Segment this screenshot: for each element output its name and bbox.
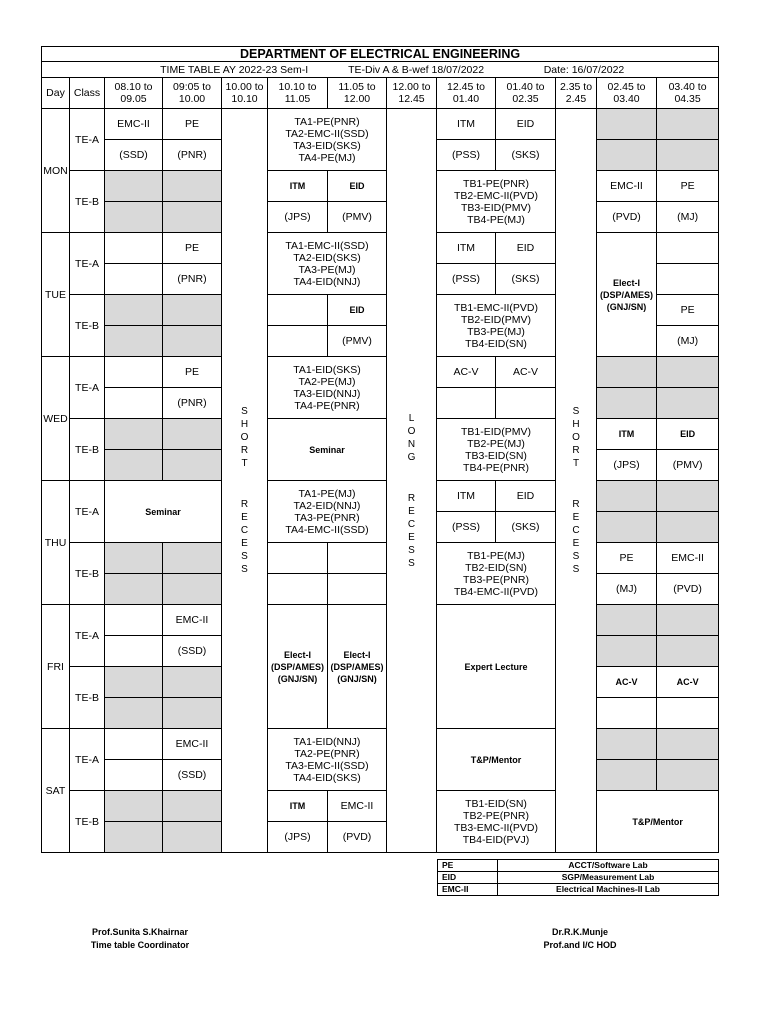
- empty-cell: [657, 605, 719, 636]
- timetable-cell: (PMV): [328, 202, 387, 233]
- legend-lab: ACCT/Software Lab: [498, 860, 719, 872]
- timetable-cell: EMC-II: [597, 171, 657, 202]
- coordinator-name: Prof.Sunita S.Khairnar: [91, 927, 189, 937]
- class-label: TE-B: [70, 295, 105, 357]
- timetable-cell: AC-V: [496, 357, 556, 388]
- empty-cell: [105, 326, 163, 357]
- day-label-thu: THU: [42, 481, 70, 605]
- col-header-slot-5: 11.05 to 12.00: [328, 78, 387, 109]
- timetable-subtitle: [42, 62, 719, 78]
- seminar-cell: Seminar: [105, 481, 222, 543]
- timetable-cell: EID: [657, 419, 719, 450]
- empty-cell: [597, 109, 657, 140]
- lab-batch-cell: TB1-EID(PMV) TB2-PE(MJ) TB3-EID(SN) TB4-PE(PNR): [437, 419, 556, 481]
- col-header-slot-6: 12.00 to 12.45: [387, 78, 437, 109]
- col-header-slot-9: 2.35 to 2.45: [556, 78, 597, 109]
- empty-cell: [597, 729, 657, 760]
- empty-cell: [268, 543, 328, 574]
- long-recess-text: L O N G: [407, 412, 416, 463]
- day-label-sat: SAT: [42, 729, 70, 853]
- empty-cell: [105, 729, 163, 760]
- empty-cell: [163, 698, 222, 729]
- empty-cell: [657, 109, 719, 140]
- timetable-cell: (PVD): [597, 202, 657, 233]
- class-label: TE-B: [70, 419, 105, 481]
- day-label-fri: FRI: [42, 605, 70, 729]
- timetable-cell: EMC-II: [657, 543, 719, 574]
- timetable-cell: ITM: [268, 171, 328, 202]
- lab-batch-cell: TA1-PE(PNR) TA2-EMC-II(SSD) TA3-EID(SKS) TA4-PE(MJ): [268, 109, 387, 171]
- empty-cell: [105, 667, 163, 698]
- empty-cell: [163, 574, 222, 605]
- empty-cell: [657, 636, 719, 667]
- timetable-cell: EID: [328, 171, 387, 202]
- empty-cell: [657, 388, 719, 419]
- timetable-cell: ITM: [268, 791, 328, 822]
- class-label: TE-B: [70, 791, 105, 853]
- empty-cell: [163, 326, 222, 357]
- empty-cell: [657, 357, 719, 388]
- timetable-cell: ITM: [437, 481, 496, 512]
- legend-code: PE: [438, 860, 498, 872]
- empty-cell: [163, 791, 222, 822]
- empty-cell: [105, 543, 163, 574]
- legend-code: EMC-II: [438, 884, 498, 896]
- empty-cell: [657, 264, 719, 295]
- short-recess-text: S H O R T: [572, 406, 580, 469]
- timetable-cell: (PMV): [657, 450, 719, 481]
- empty-cell: [105, 419, 163, 450]
- empty-cell: [597, 357, 657, 388]
- empty-cell: [105, 450, 163, 481]
- lab-batch-cell: TA1-EID(NNJ) TA2-PE(PNR) TA3-EMC-II(SSD) TA4-EID(SKS): [268, 729, 387, 791]
- issue-date: Date: 16/07/2022: [543, 63, 625, 76]
- col-header-slot-7: 12.45 to 01.40: [437, 78, 496, 109]
- empty-cell: [105, 760, 163, 791]
- timetable-cell: PE: [597, 543, 657, 574]
- empty-cell: [268, 574, 328, 605]
- empty-cell: [597, 388, 657, 419]
- timetable-cell: EMC-II: [163, 605, 222, 636]
- empty-cell: [105, 357, 163, 388]
- short-recess-text: S H O R T: [240, 406, 249, 469]
- class-label: TE-A: [70, 233, 105, 295]
- timetable-cell: EID: [496, 481, 556, 512]
- timetable-cell: PE: [657, 295, 719, 326]
- empty-cell: [597, 605, 657, 636]
- timetable-cell: (MJ): [657, 202, 719, 233]
- timetable-cell: (JPS): [597, 450, 657, 481]
- timetable-cell: EMC-II: [328, 791, 387, 822]
- col-header-slot-3: 10.00 to 10.10: [222, 78, 268, 109]
- timetable-cell: (PMV): [328, 326, 387, 357]
- empty-cell: [597, 698, 657, 729]
- timetable-cell: (PVD): [657, 574, 719, 605]
- empty-cell: [657, 481, 719, 512]
- elective-cell: Elect-I (DSP/AMES) (GNJ/SN): [597, 233, 657, 357]
- lab-batch-cell: TB1-EID(SN) TB2-PE(PNR) TB3-EMC-II(PVD) TB4-EID(PVJ): [437, 791, 556, 853]
- empty-cell: [657, 140, 719, 171]
- legend-lab: SGP/Measurement Lab: [498, 872, 719, 884]
- class-label: TE-A: [70, 481, 105, 543]
- empty-cell: [328, 543, 387, 574]
- day-label-wed: WED: [42, 357, 70, 481]
- empty-cell: [268, 295, 328, 326]
- day-label-tue: TUE: [42, 233, 70, 357]
- lab-legend: [437, 859, 719, 896]
- empty-cell: [105, 636, 163, 667]
- timetable-cell: EMC-II: [105, 109, 163, 140]
- timetable-cell: (PSS): [437, 264, 496, 295]
- lab-batch-cell: TB1-PE(MJ) TB2-EID(SN) TB3-PE(PNR) TB4-EMC-II(PVD): [437, 543, 556, 605]
- timetable-cell: (PSS): [437, 512, 496, 543]
- recess-text: R E C E S S: [407, 492, 416, 569]
- legend-lab: Electrical Machines-II Lab: [498, 884, 719, 896]
- empty-cell: [105, 605, 163, 636]
- expert-lecture-cell: Expert Lecture: [437, 605, 556, 729]
- empty-cell: [105, 388, 163, 419]
- recess-text: R E C E S S: [572, 499, 580, 575]
- division-info: TE-Div A & B-wef 18/07/2022: [348, 63, 485, 76]
- lab-batch-cell: TB1-EMC-II(PVD) TB2-EID(PMV) TB3-PE(MJ) TB4-EID(SN): [437, 295, 556, 357]
- hod-name: Dr.R.K.Munje: [551, 927, 608, 937]
- elective-cell: Elect-I (DSP/AMES) (GNJ/SN): [268, 605, 328, 729]
- empty-cell: [105, 698, 163, 729]
- timetable-cell: (JPS): [268, 822, 328, 853]
- lab-batch-cell: TB1-PE(PNR) TB2-EMC-II(PVD) TB3-EID(PMV) TB4-PE(MJ): [437, 171, 556, 233]
- empty-cell: [105, 822, 163, 853]
- day-label-mon: MON: [42, 109, 70, 233]
- timetable-cell: EID: [328, 295, 387, 326]
- timetable-cell: (PSS): [437, 140, 496, 171]
- timetable-cell: EID: [496, 233, 556, 264]
- timetable-cell: PE: [163, 233, 222, 264]
- empty-cell: [105, 202, 163, 233]
- empty-cell: [163, 450, 222, 481]
- empty-cell: [597, 760, 657, 791]
- recess-text: R E C E S S: [240, 499, 249, 575]
- empty-cell: [163, 202, 222, 233]
- empty-cell: [163, 171, 222, 202]
- empty-cell: [163, 667, 222, 698]
- col-header-class: Class: [70, 78, 105, 109]
- timetable-cell: (SSD): [163, 636, 222, 667]
- empty-cell: [496, 388, 556, 419]
- lab-batch-cell: TA1-EMC-II(SSD) TA2-EID(SKS) TA3-PE(MJ) TA4-EID(NNJ): [268, 233, 387, 295]
- empty-cell: [657, 729, 719, 760]
- hod-role: Prof.and I/C HOD: [543, 940, 617, 950]
- empty-cell: [437, 388, 496, 419]
- class-label: TE-B: [70, 171, 105, 233]
- timetable-cell: PE: [163, 109, 222, 140]
- empty-cell: [105, 171, 163, 202]
- tp-mentor-cell: T&P/Mentor: [437, 729, 556, 791]
- class-label: TE-B: [70, 667, 105, 729]
- col-header-slot-8: 01.40 to 02.35: [496, 78, 556, 109]
- class-label: TE-A: [70, 357, 105, 419]
- long-recess: [387, 109, 437, 853]
- legend-code: EID: [438, 872, 498, 884]
- empty-cell: [268, 326, 328, 357]
- col-header-slot-4: 10.10 to 11.05: [268, 78, 328, 109]
- empty-cell: [163, 295, 222, 326]
- coordinator-signature: [80, 926, 200, 952]
- class-label: TE-A: [70, 605, 105, 667]
- empty-cell: [597, 140, 657, 171]
- seminar-cell: Seminar: [268, 419, 387, 481]
- empty-cell: [597, 512, 657, 543]
- timetable-cell: AC-V: [657, 667, 719, 698]
- tp-mentor-cell: T&P/Mentor: [597, 791, 719, 853]
- empty-cell: [657, 698, 719, 729]
- lab-batch-cell: TA1-EID(SKS) TA2-PE(MJ) TA3-EID(NNJ) TA4-PE(PNR): [268, 357, 387, 419]
- timetable-cell: PE: [163, 357, 222, 388]
- empty-cell: [163, 822, 222, 853]
- short-recess-2: [556, 109, 597, 853]
- timetable-cell: PE: [657, 171, 719, 202]
- timetable-cell: ITM: [437, 233, 496, 264]
- hod-signature: [525, 926, 635, 952]
- timetable-cell: ITM: [437, 109, 496, 140]
- empty-cell: [657, 512, 719, 543]
- empty-cell: [105, 264, 163, 295]
- timetable: [41, 46, 719, 853]
- timetable-cell: AC-V: [437, 357, 496, 388]
- class-label: TE-A: [70, 729, 105, 791]
- col-header-day: Day: [42, 78, 70, 109]
- empty-cell: [328, 574, 387, 605]
- col-header-slot-11: 03.40 to 04.35: [657, 78, 719, 109]
- academic-year: TIME TABLE AY 2022-23 Sem-I: [160, 63, 309, 76]
- timetable-cell: (JPS): [268, 202, 328, 233]
- timetable-cell: (SKS): [496, 264, 556, 295]
- col-header-slot-1: 08.10 to 09.05: [105, 78, 163, 109]
- empty-cell: [597, 481, 657, 512]
- empty-cell: [105, 295, 163, 326]
- timetable-cell: (SKS): [496, 512, 556, 543]
- empty-cell: [105, 791, 163, 822]
- empty-cell: [105, 574, 163, 605]
- timetable-cell: (MJ): [657, 326, 719, 357]
- empty-cell: [657, 760, 719, 791]
- class-label: TE-A: [70, 109, 105, 171]
- elective-cell: Elect-I (DSP/AMES) (GNJ/SN): [328, 605, 387, 729]
- class-label: TE-B: [70, 543, 105, 605]
- timetable-cell: AC-V: [597, 667, 657, 698]
- timetable-cell: (PNR): [163, 264, 222, 295]
- empty-cell: [163, 419, 222, 450]
- empty-cell: [657, 233, 719, 264]
- col-header-slot-2: 09:05 to 10.00: [163, 78, 222, 109]
- timetable-cell: (PNR): [163, 140, 222, 171]
- timetable-cell: (MJ): [597, 574, 657, 605]
- empty-cell: [163, 543, 222, 574]
- short-recess-1: [222, 109, 268, 853]
- timetable-cell: EID: [496, 109, 556, 140]
- timetable-cell: (SSD): [105, 140, 163, 171]
- empty-cell: [597, 636, 657, 667]
- lab-batch-cell: TA1-PE(MJ) TA2-EID(NNJ) TA3-PE(PNR) TA4-EMC-II(SSD): [268, 481, 387, 543]
- timetable-cell: (PNR): [163, 388, 222, 419]
- timetable-cell: (SKS): [496, 140, 556, 171]
- timetable-cell: EMC-II: [163, 729, 222, 760]
- coordinator-role: Time table Coordinator: [90, 940, 190, 950]
- timetable-cell: (PVD): [328, 822, 387, 853]
- empty-cell: [105, 233, 163, 264]
- timetable-cell: (SSD): [163, 760, 222, 791]
- col-header-slot-10: 02.45 to 03.40: [597, 78, 657, 109]
- page-title: DEPARTMENT OF ELECTRICAL ENGINEERING: [42, 47, 719, 62]
- timetable-cell: ITM: [597, 419, 657, 450]
